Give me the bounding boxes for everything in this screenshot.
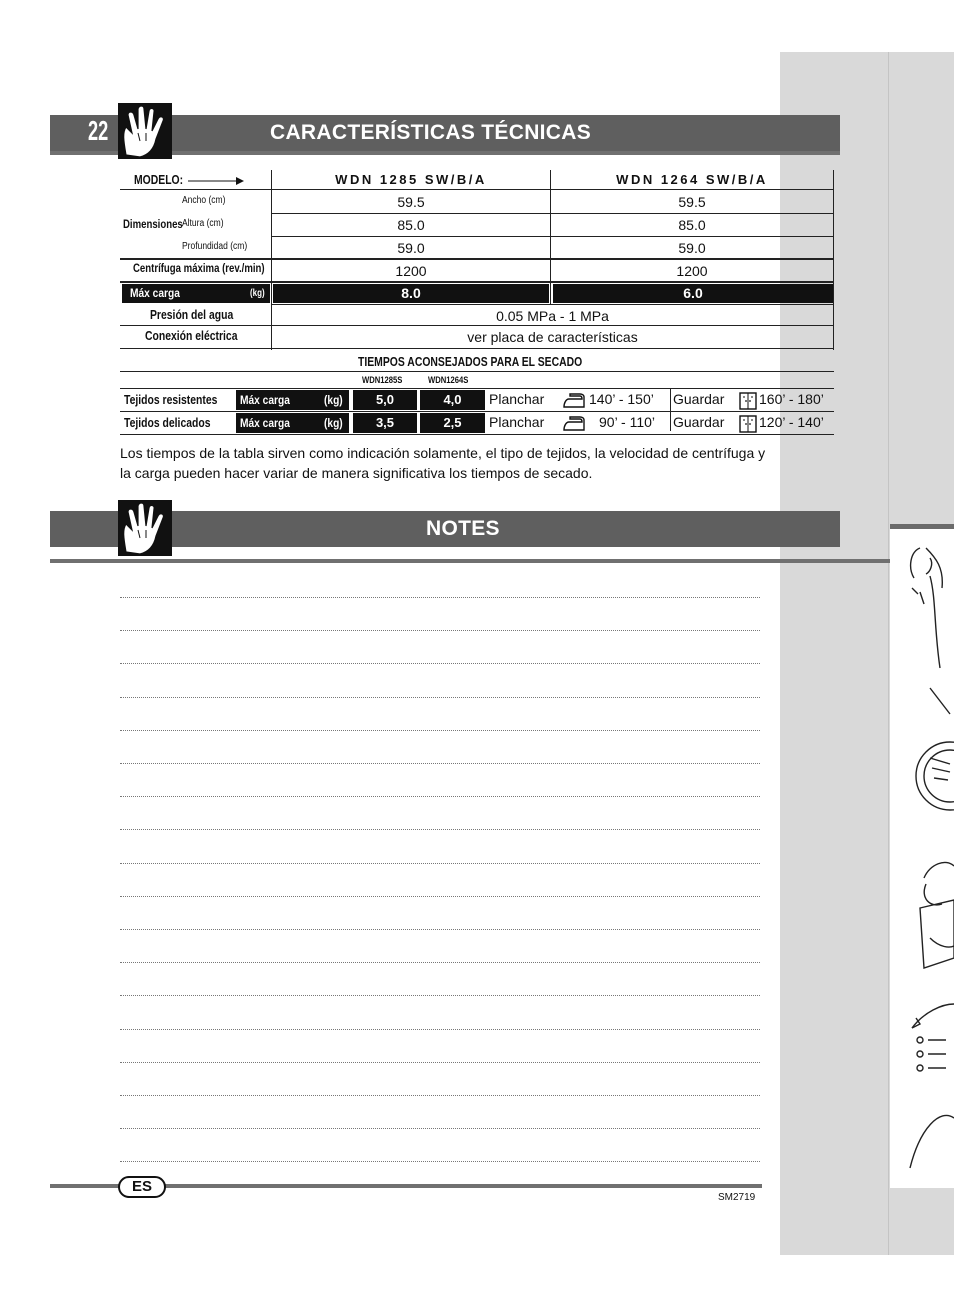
drying-row-1-store-label: Guardar [673,391,725,407]
note-line [120,630,760,631]
arrow-right-icon [188,176,246,186]
note-line [120,1095,760,1096]
spin-label: Centrífuga máxima (rev./min) [133,261,265,275]
hand-icon [118,103,172,164]
note-line [120,995,760,996]
document-code: SM2719 [718,1192,756,1203]
note-line [120,796,760,797]
drying-row-2-store-label: Guardar [673,414,725,430]
drying-row-2-iron-time: 90’ - 110’ [599,414,656,430]
note-line [120,1062,760,1063]
drying-row-1-unit: (kg) [324,393,343,407]
max-load-unit: (kg) [250,288,265,299]
page-number: 22 [88,115,109,146]
water-pressure-value: 0.05 MPa - 1 MPa [496,308,609,324]
note-line [120,1029,760,1030]
wardrobe-icon [739,415,757,433]
iron-icon [563,416,585,432]
note-line [120,1128,760,1129]
drying-row-2-label: Tejidos delicados [124,415,211,430]
drying-row-2-load-label: Máx carga [240,416,290,430]
drying-row-1-store-time: 160’ - 180’ [759,391,824,407]
note-line [120,763,760,764]
drying-row-1-load-model-2: 4,0 [420,390,485,410]
drying-row-2-load-model-1: 3,5 [353,413,417,433]
dimension-height-model-1: 85.0 [397,217,425,233]
dimension-label-height: Altura (cm) [182,218,224,229]
note-line [120,663,760,664]
dimension-width-model-2: 59.5 [678,194,706,210]
note-line [120,962,760,963]
dimension-width-model-1: 59.5 [397,194,425,210]
note-line [120,730,760,731]
drying-row-2-load-model-2: 2,5 [420,413,485,433]
note-line [120,597,760,598]
notes-header-underline [50,559,890,563]
dimension-label-depth: Profundidad (cm) [182,241,248,252]
model-label: MODELO: [134,172,184,187]
side-accent-bar [890,524,954,529]
drying-title: TIEMPOS ACONSEJADOS PARA EL SECADO [358,354,583,369]
side-divider [888,52,889,1255]
drying-row-2-store-time: 120’ - 140’ [759,414,824,430]
drying-row-1-load-cell [236,390,349,410]
max-load-model-2: 6.0 [553,284,833,303]
spin-model-2: 1200 [676,263,708,279]
note-line [120,863,760,864]
water-pressure-label: Presión del agua [150,307,234,322]
wardrobe-icon [739,392,757,410]
dimension-label-width: Ancho (cm) [182,195,226,206]
language-badge: ES [118,1176,166,1198]
drying-row-1-load-model-1: 5,0 [353,390,417,410]
drying-row-2-load-cell [236,413,349,433]
side-illustration-panel [890,528,954,1188]
appliance-illustrations [890,528,954,1188]
dimensions-label: Dimensiones [123,217,183,231]
electrical-label: Conexión eléctrica [145,328,238,343]
dimension-height-model-2: 85.0 [678,217,706,233]
model-2-name: WDN 1264 SW/B/A [616,172,768,187]
drying-row-1-iron-time: 140’ - 150’ [589,391,654,407]
iron-icon [563,393,585,409]
drying-row-2-unit: (kg) [324,416,343,430]
drying-row-1-iron-label: Planchar [489,391,545,407]
max-load-label: Máx carga [130,286,180,300]
drying-row-1-load-label: Máx carga [240,393,290,407]
drying-row-2-iron-label: Planchar [489,414,545,430]
drying-row-1-label: Tejidos resistentes [124,392,218,407]
note-line [120,896,760,897]
note-line [120,929,760,930]
dimension-depth-model-2: 59.0 [678,240,706,256]
max-load-model-1: 8.0 [273,284,549,303]
max-load-label-cell [122,284,270,303]
model-1-name: WDN 1285 SW/B/A [335,172,487,187]
drying-model-col-2: WDN1264S [428,375,469,385]
note-line [120,829,760,830]
spin-model-1: 1200 [395,263,427,279]
drying-model-col-1: WDN1285S [362,375,403,385]
specs-title: CARACTERÍSTICAS TÉCNICAS [270,121,592,144]
note-line [120,697,760,698]
dimension-depth-model-1: 59.0 [397,240,425,256]
electrical-value: ver placa de características [467,329,638,345]
note-line [120,1161,760,1162]
drying-footnote: Los tiempos de la tabla sirven como indicación solamente, el tipo de tejidos, la velocidad de centrífuga y la carga pueden hacer variar de manera significativa los tiempos de secado. [120,445,766,481]
notes-title: NOTES [426,517,500,540]
hand-icon [118,500,172,561]
